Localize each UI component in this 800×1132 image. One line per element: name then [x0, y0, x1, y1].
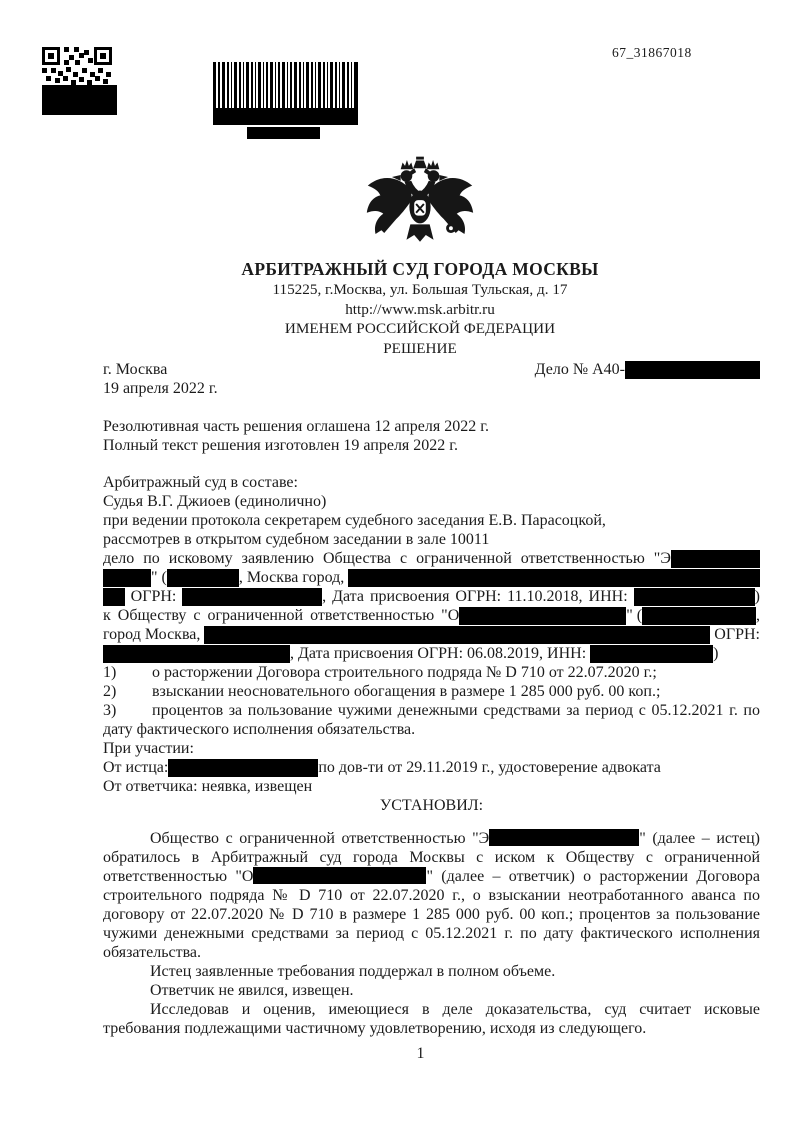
decision-body — [103, 360, 760, 1063]
city-line: г. Москва — [103, 361, 168, 378]
defendant-description: город Москва, ОГРН: — [103, 626, 760, 643]
redaction-bar — [489, 829, 639, 846]
redaction-bar — [253, 867, 426, 884]
redaction-bar — [103, 569, 151, 587]
redaction-bar — [634, 588, 755, 606]
redaction-bar — [348, 569, 760, 587]
redaction-bar — [590, 645, 713, 663]
participation-title: При участии: — [103, 740, 194, 757]
redaction-bar — [103, 588, 125, 606]
established-paragraph: Исследовав и оценив, имеющиеся в деле доказательства, суд считает исковые требования подлежащими частичному удовлетворению, исходя из следующего. — [103, 1001, 760, 1037]
court-name: АРБИТРАЖНЫЙ СУД ГОРОДА МОСКВЫ — [241, 259, 599, 279]
judge-line: Судья В.Г. Джиоев (единолично) — [103, 493, 327, 510]
redaction-bar — [103, 645, 290, 663]
court-url: http://www.msk.arbitr.ru — [345, 300, 495, 318]
court-address: 115225, г.Москва, ул. Большая Тульская, д. 17 — [272, 281, 568, 298]
redaction-bar — [167, 569, 239, 587]
established-paragraph: Истец заявленные требования поддержал в полном объеме. — [150, 963, 556, 980]
redaction-bar — [247, 127, 320, 139]
plaintiff-description: ОГРН: , Дата присвоения ОГРН: 11.10.2018, ИНН: ) — [103, 587, 760, 606]
ustanovil-heading: УСТАНОВИЛ: — [379, 797, 484, 814]
doc-number: 67_31867018 — [612, 45, 692, 60]
court-composition-line: Арбитражный суд в составе: — [103, 474, 298, 491]
in-the-name-line: ИМЕНЕМ РОССИЙСКОЙ ФЕДЕРАЦИИ — [284, 320, 556, 337]
court-header — [80, 259, 760, 358]
full-text-line: Полный текст решения изготовлен 19 апреля 2022 г. — [103, 437, 459, 454]
established-paragraph: Общество с ограниченной ответственностью "Э " (далее – истец) обратилось в Арбитражный суд города Москвы с иском к Обществу с ограниченной ответственностью "О " (далее – ответчик) о расторжении Договора строительного подряда № D 710 от 22.07.2020 г., о взыскании неотработанного аванса по договору от 22.07.2020 № D 710 в размере 1 285 000 руб. 00 коп.; процентов за пользование чужими денежными средствами за период с 05.12.2021 г. по дату фактического исполнения обязательства. — [103, 830, 761, 961]
redaction-bar — [642, 607, 756, 625]
redaction-bar — [671, 550, 760, 568]
case-number-label: Дело № А40- — [534, 361, 625, 378]
plaintiff-description: " ( , Москва город, — [103, 568, 760, 587]
decision-title: РЕШЕНИЕ — [383, 339, 457, 357]
decision-date: 19 апреля 2022 г. — [103, 380, 218, 397]
redaction-bar — [42, 85, 117, 115]
resolutive-part-line: Резолютивная часть решения оглашена 12 апреля 2022 г. — [103, 418, 489, 435]
plaintiff-description: дело по исковому заявлению Общества с ограниченной ответственностью "Э — [103, 549, 760, 568]
qr-code — [42, 47, 112, 85]
claim-item: 1) о расторжении Договора строительного подряда № D 710 от 22.07.2020 г.; — [103, 664, 657, 681]
plaintiff-appearance: От истца: по дов-ти от 29.11.2019 г., удостоверение адвоката — [103, 759, 661, 776]
defendant-description: к Обществу с ограниченной ответственностью "О " ( , — [103, 607, 760, 624]
redaction-bar — [625, 361, 760, 379]
hearing-line: рассмотрев в открытом судебном заседании в зале 10011 — [103, 531, 490, 548]
redaction-bar — [204, 626, 710, 644]
coat-of-arms-icon — [362, 155, 478, 255]
city-case-row — [103, 360, 760, 379]
secretary-line: при ведении протокола секретарем судебного заседания Е.В. Парасоцкой, — [103, 512, 606, 529]
redaction-bar — [168, 759, 318, 777]
case-number — [535, 360, 760, 379]
barcode — [213, 62, 358, 125]
redaction-bar — [182, 588, 322, 606]
defendant-description: , Дата присвоения ОГРН: 06.08.2019, ИНН: ) — [103, 644, 760, 663]
defendant-appearance: От ответчика: неявка, извещен — [103, 778, 313, 795]
page-number: 1 — [416, 1045, 425, 1062]
claim-item: 2) взыскании неосновательного обогащения в размере 1 285 000 руб. 00 коп.; — [103, 683, 661, 700]
claim-item: 3) процентов за пользование чужими денежными средствами за период с 05.12.2021 г. по дату фактического исполнения обязательства. — [103, 702, 760, 738]
established-paragraph: Ответчик не явился, извещен. — [150, 982, 354, 999]
redaction-bar — [459, 607, 626, 625]
